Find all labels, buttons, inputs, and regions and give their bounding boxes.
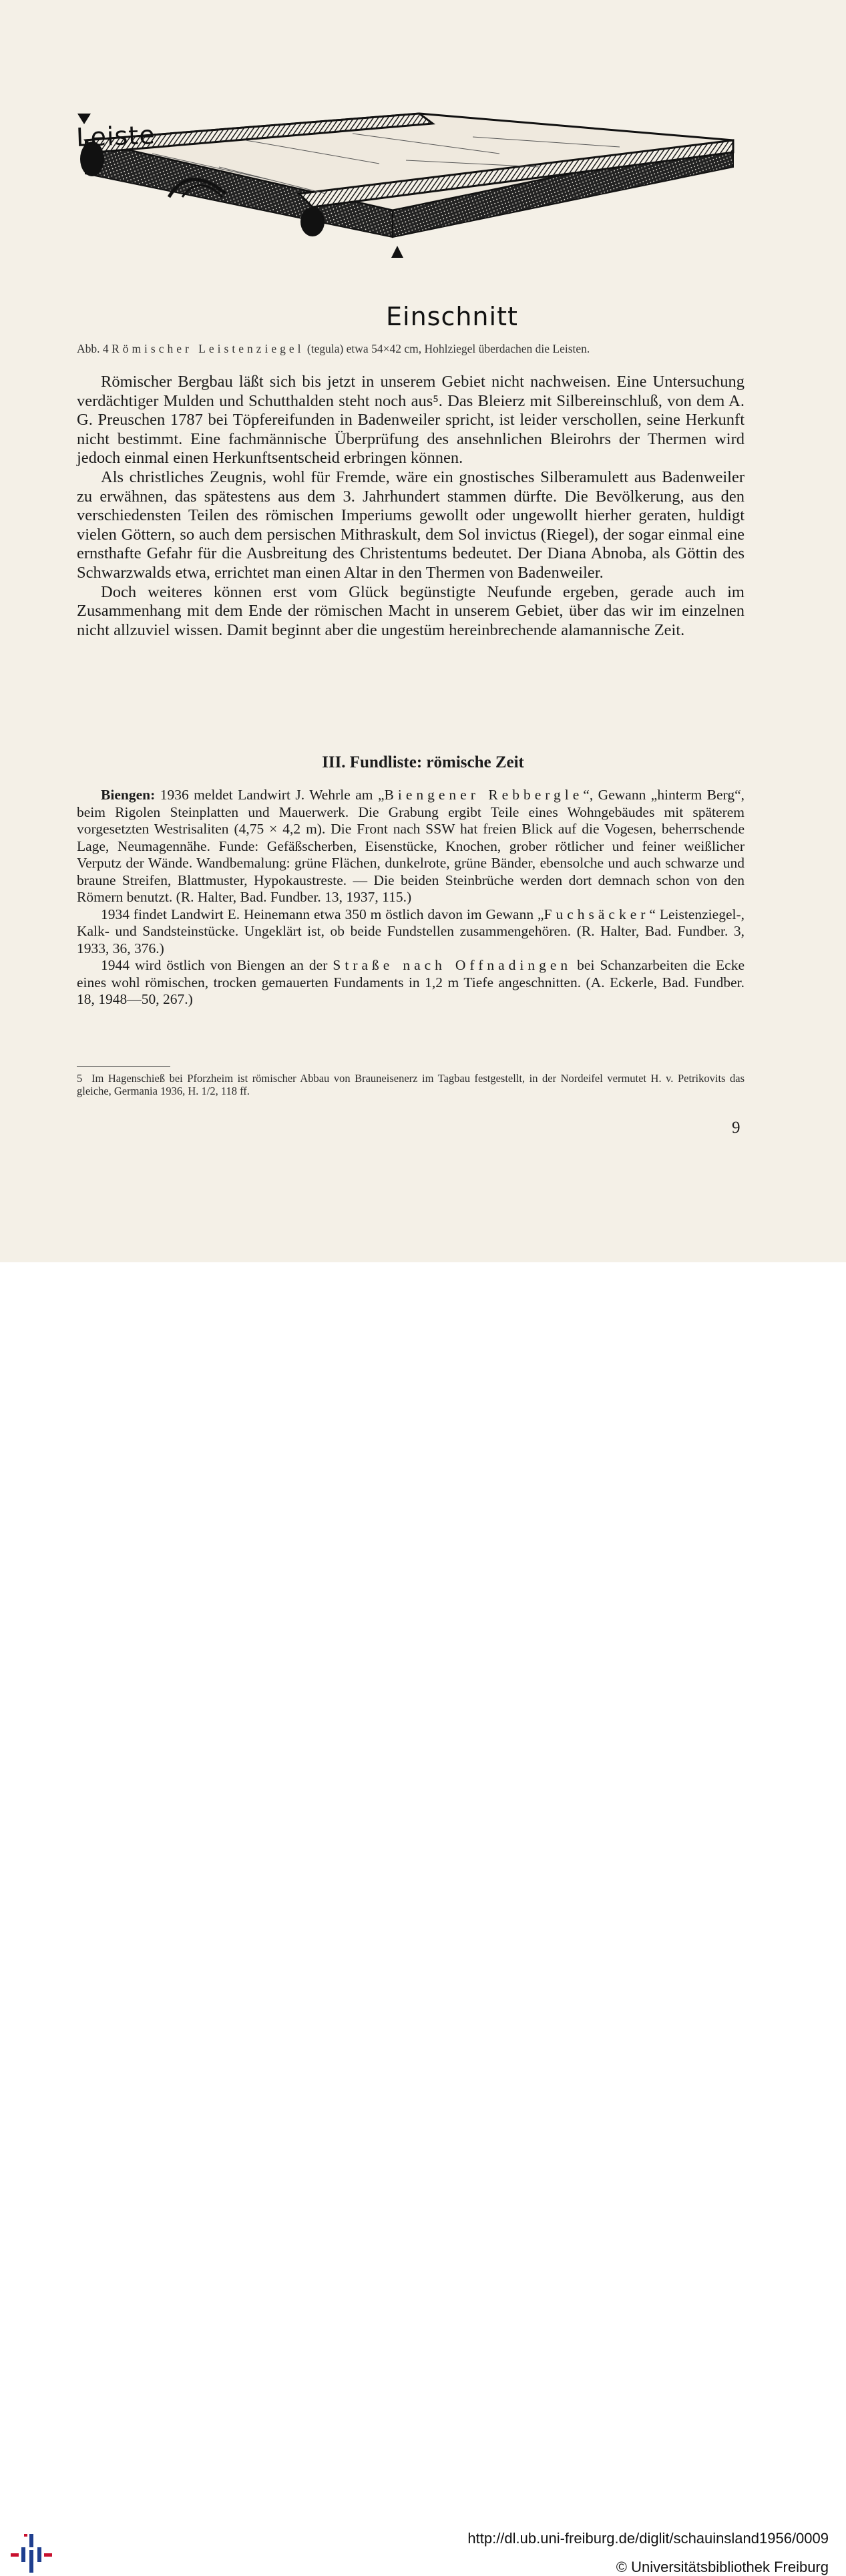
figure-caption [77,342,751,356]
fund-text: 1936 meldet Landwirt J. Wehrle am „ [155,787,385,803]
fund-spaced: Biengener Rebbergle [384,787,584,803]
paragraph: Als christliches Zeugnis, wohl für Fremde, wäre ein gnostisches Silberamulett aus Badenweiler zu erwähnen, das spätestens aus dem 3. Jahrhundert stammen dürfte. Die Bevölkerung, aus den verschiedensten Teilen des römischen Imperiums gewollt oder ungewollt hierher geraten, huldigt vielen Göttern, so auch dem persischen Mithraskult, dem Sol invictus (Riegel), der sogar einmal eine ernsthafte Gefahr für die Ausbreitung des Christentums bedeutet. Der Diana Abnoba, als Göttin des Schwarzwalds etwa, errichtet man einen Altar in den Thermen von Badenweiler. [77,468,745,582]
page-number: 9 [732,1119,741,1137]
fund-text: 1934 findet Landwirt E. Heinemann etwa 350 m östlich davon im Gewann „ [101,906,544,922]
footnote-text: Im Hagenschieß bei Pforzheim ist römischer Abbau von Brauneisenerz im Tagbau festgestellt, in der Nordeifel vermutet H. v. Petrikovits das gleiche, Germania 1936, H. 1/2, 118 ff. [77,1072,745,1097]
fund-entry [77,787,745,906]
fund-place: Biengen: [101,787,156,803]
fund-entry [77,906,745,958]
fund-spaced: Fuchsäcker [544,906,650,922]
section-heading: III. Fundliste: römische Zeit [322,753,524,771]
caption-spaced-title: Römischer Leistenziegel [112,342,304,355]
library-logo-icon [9,2533,53,2574]
scanned-page [0,0,846,1262]
footnote-divider [77,1066,170,1067]
fundliste [77,787,745,1008]
copyright-notice: © Universitätsbibliothek Freiburg [616,2559,829,2575]
fund-text: 1944 wird östlich von Biengen an der [101,957,333,973]
body-text [77,373,745,640]
source-url-link[interactable]: http://dl.ub.uni-freiburg.de/diglit/schauinsland1956/0009 [467,2530,829,2547]
leiste-label: Leiste [75,120,156,153]
footer-bar [0,1262,846,2575]
fund-text: bei Schanzarbeiten die Ecke eines wohl römischen, trocken gemauerten Fundaments in 1,2 m Tiefe angeschnitten. (A. Eckerle, Bad. Fundber. 18, 1948—50, 267.) [77,957,745,1007]
caption-prefix: Abb. 4 [77,342,109,355]
fund-spaced: Straße nach Offnadingen [333,957,572,973]
fund-entry [77,957,745,1008]
footnote [77,1073,745,1097]
tegula-illustration [72,100,753,331]
einschnitt-label: Einschnitt [386,302,518,331]
paragraph: Doch weiteres können erst vom Glück begünstigte Neufunde ergeben, gerade auch im Zusammenhang mit dem Ende der römischen Macht in unserem Gebiet, über das wir im einzelnen nicht allzuviel wissen. Damit beginnt aber die ungestüm hereinbrechende alamannische Zeit. [77,582,745,639]
paragraph: Römischer Bergbau läßt sich bis jetzt in unserem Gebiet nicht nachweisen. Eine Untersuchung verdächtiger Mulden und Schutthalden steht noch aus⁵. Das Bleierz mit Silbereinschluß, von dem A. G. Preuschen 1787 bei Töpfereifunden in Badenweiler spricht, ist leider verschollen, seine Herkunft nicht bestimmt. Eine fachmännische Überprüfung des ansehnlichen Bleirohrs der Thermen wird jedoch einmal einen Herkunftsentscheid erbringen können. [77,373,745,468]
caption-rest: (tegula) etwa 54×42 cm, Hohlziegel überdachen die Leisten. [306,342,590,355]
footnote-number: 5 [77,1072,83,1085]
fund-text: “ Leistenziegel-, Kalk- und Sandsteinstücke. Ungeklärt ist, ob beide Fundstellen zusammengehören. (R. Halter, Bad. Fundber. 3, 1933, 36, 376.) [77,906,745,956]
fund-text: “, Gewann „hinterm Berg“, beim Rigolen Steinplatten und Mauerwerk. Die Grabung ergibt Teile eines Wohngebäudes mit späterem vorgesetzten Westrisaliten (4,75 × 4,2 m). Die Front nach SSW hat freien Blick auf die Vogesen, beherrschende Lage, Neumagennähe. Funde: Gefäßscherben, Eisenstücke, Knochen, grober rötlicher und feiner weißlicher Verputz der Wände. Wandbemalung: grüne Flächen, dunkelrote, grüne Bänder, ebensolche und auch schwarze und braune Streifen, Blattmuster, Hypokaustreste. — Die beiden Steinbrüche werden dort demnach schon von den Römern benutzt. (R. Halter, Bad. Fundber. 13, 1937, 115.) [77,787,745,905]
